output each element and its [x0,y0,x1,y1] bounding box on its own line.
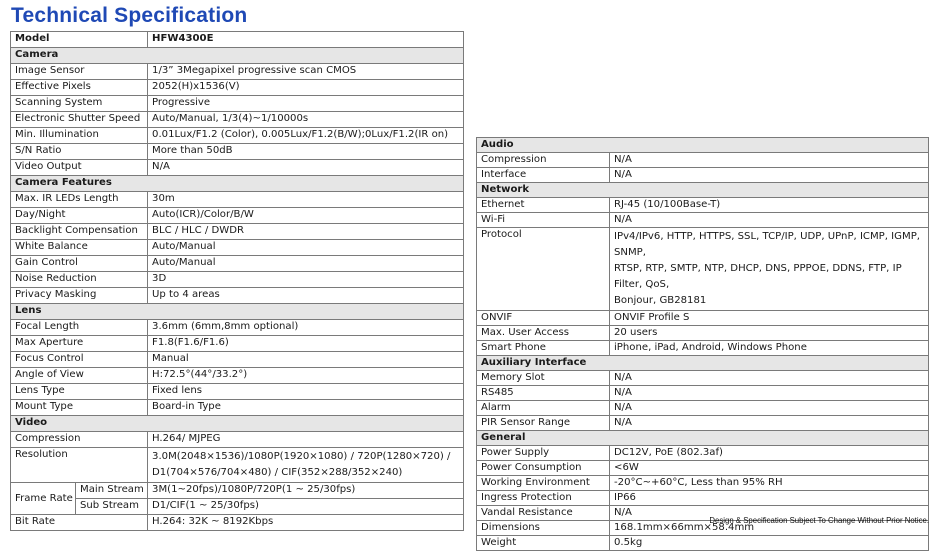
row-value: Board-in Type [148,400,464,416]
spec-row [11,224,464,240]
row-label: Effective Pixels [11,80,148,96]
spec-row [11,384,464,400]
row-label: Noise Reduction [11,272,148,288]
row-label: White Balance [11,240,148,256]
row-label: Frame Rate [11,483,76,515]
row-label: Privacy Masking [11,288,148,304]
row-label: Day/Night [11,208,148,224]
row-label: Mount Type [11,400,148,416]
row-label: Vandal Resistance [477,506,610,521]
row-label: Alarm [477,401,610,416]
section-general [477,431,929,446]
row-label: Memory Slot [477,371,610,386]
row-label: Bit Rate [11,515,148,531]
row-label: Working Environment [477,476,610,491]
row-value: D1/CIF(1 ~ 25/30fps) [148,499,464,515]
section-lens [11,304,464,320]
row-value: H.264: 32K ~ 8192Kbps [148,515,464,531]
section-heading: Lens [11,304,464,320]
row-value: Fixed lens [148,384,464,400]
page-title: Technical Specification [11,4,248,27]
row-value: More than 50dB [148,144,464,160]
spec-row [11,288,464,304]
spec-row [11,192,464,208]
row-label: Interface [477,168,610,183]
spec-row [477,213,929,228]
model-row [11,32,464,48]
row-value: N/A [610,153,929,168]
spec-row [11,96,464,112]
spec-row [11,368,464,384]
row-label: Dimensions [477,521,610,536]
spec-row [11,432,464,448]
row-label: Focus Control [11,352,148,368]
spec-row [477,416,929,431]
spec-row [11,515,464,531]
row-label: Gain Control [11,256,148,272]
spec-row [477,153,929,168]
row-value: 0.5kg [610,536,929,551]
section-heading: General [477,431,929,446]
section-heading: Camera [11,48,464,64]
row-value: HFW4300E [148,32,464,48]
frame-rate-sub-row [11,499,464,515]
spec-row [477,446,929,461]
row-value: Auto/Manual, 1/3(4)~1/10000s [148,112,464,128]
spec-row [477,198,929,213]
spec-row [11,144,464,160]
row-label: Max. User Access [477,326,610,341]
row-value: Auto/Manual [148,256,464,272]
spec-row [477,311,929,326]
spec-row [477,476,929,491]
row-label: Focal Length [11,320,148,336]
spec-table-right [476,137,929,551]
row-value: RJ-45 (10/100Base-T) [610,198,929,213]
row-value: IP66 [610,491,929,506]
row-value: Auto(ICR)/Color/B/W [148,208,464,224]
row-value: N/A [610,386,929,401]
section-camera [11,48,464,64]
row-label: PIR Sensor Range [477,416,610,431]
section-heading: Audio [477,138,929,153]
row-value [610,228,929,311]
footer-note: Design & Specification Subject To Change Without Prior Notice. [709,516,929,525]
row-value: 2052(H)x1536(V) [148,80,464,96]
row-value: Up to 4 areas [148,288,464,304]
spec-row [11,320,464,336]
spec-row [477,536,929,551]
row-value: DC12V, PoE (802.3af) [610,446,929,461]
spec-row [477,341,929,356]
value-line: 3.0M(2048×1536)/1080P(1920×1080) / 720P(1280×720) / [152,451,451,462]
spec-row [11,256,464,272]
spec-row [477,401,929,416]
row-value: F1.8(F1.6/F1.6) [148,336,464,352]
value-line: Bonjour, GB28181 [614,295,707,306]
section-heading: Network [477,183,929,198]
row-value: H:72.5°(44°/33.2°) [148,368,464,384]
row-value: 0.01Lux/F1.2 (Color), 0.005Lux/F1.2(B/W);0Lux/F1.2(IR on) [148,128,464,144]
row-value: BLC / HLC / DWDR [148,224,464,240]
row-label: Lens Type [11,384,148,400]
row-value: <6W [610,461,929,476]
row-label: Wi-Fi [477,213,610,228]
row-value: 3D [148,272,464,288]
section-heading: Auxiliary Interface [477,356,929,371]
row-label: Image Sensor [11,64,148,80]
value-line: IPv4/IPv6, HTTP, HTTPS, SSL, TCP/IP, UDP, UPnP, ICMP, IGMP, SNMP, [614,231,920,258]
row-value: N/A [610,213,929,228]
section-audio [477,138,929,153]
row-value: H.264/ MJPEG [148,432,464,448]
row-value: -20°C~+60°C, Less than 95% RH [610,476,929,491]
spec-row [11,240,464,256]
row-label: Compression [477,153,610,168]
row-value: 30m [148,192,464,208]
row-value: 3.6mm (6mm,8mm optional) [148,320,464,336]
frame-rate-main-row [11,483,464,499]
row-label: Scanning System [11,96,148,112]
row-label: ONVIF [477,311,610,326]
row-label: Weight [477,536,610,551]
section-heading: Video [11,416,464,432]
section-network [477,183,929,198]
row-value: Auto/Manual [148,240,464,256]
row-value: N/A [610,416,929,431]
value-line: D1(704×576/704×480) / CIF(352×288/352×240) [152,467,403,478]
spec-row [11,352,464,368]
spec-row [11,208,464,224]
section-video [11,416,464,432]
row-label: Ethernet [477,198,610,213]
spec-row [11,128,464,144]
row-label: S/N Ratio [11,144,148,160]
row-label: Model [11,32,148,48]
row-value: N/A [610,371,929,386]
row-value: Manual [148,352,464,368]
row-label: Backlight Compensation [11,224,148,240]
row-label: Ingress Protection [477,491,610,506]
spec-row [11,112,464,128]
row-value [148,448,464,483]
row-label: Min. Illumination [11,128,148,144]
spec-row [477,461,929,476]
row-label: Power Supply [477,446,610,461]
row-value: 1/3” 3Megapixel progressive scan CMOS [148,64,464,80]
row-value: 20 users [610,326,929,341]
row-value: iPhone, iPad, Android, Windows Phone [610,341,929,356]
row-value: ONVIF Profile S [610,311,929,326]
sub-label: Main Stream [76,483,148,499]
section-auxiliary-interface [477,356,929,371]
section-camera-features [11,176,464,192]
spec-row [11,400,464,416]
spec-row [477,326,929,341]
sub-label: Sub Stream [76,499,148,515]
row-value: N/A [610,506,929,521]
spec-row [477,386,929,401]
spec-table-left [10,31,464,531]
row-value: N/A [610,168,929,183]
spec-row [11,336,464,352]
row-value: N/A [610,401,929,416]
row-label: Max. IR LEDs Length [11,192,148,208]
row-label: Power Consumption [477,461,610,476]
row-label: RS485 [477,386,610,401]
row-label: Smart Phone [477,341,610,356]
row-label: Electronic Shutter Speed [11,112,148,128]
spec-row [11,64,464,80]
row-label: Protocol [477,228,610,311]
row-label: Video Output [11,160,148,176]
row-label: Max Aperture [11,336,148,352]
spec-row [11,80,464,96]
spec-row [477,168,929,183]
row-label: Compression [11,432,148,448]
protocol-row [477,228,929,311]
spec-row [477,491,929,506]
row-label: Resolution [11,448,148,483]
row-label: Angle of View [11,368,148,384]
row-value: Progressive [148,96,464,112]
row-value: 168.1mm×66mm×58.4mm [610,521,929,536]
spec-row [477,371,929,386]
resolution-row [11,448,464,483]
row-value: N/A [148,160,464,176]
spec-row [11,272,464,288]
spec-row [11,160,464,176]
row-value: 3M(1~20fps)/1080P/720P(1 ~ 25/30fps) [148,483,464,499]
value-line: RTSP, RTP, SMTP, NTP, DHCP, DNS, PPPOE, DDNS, FTP, IP Filter, QoS, [614,263,902,290]
section-heading: Camera Features [11,176,464,192]
